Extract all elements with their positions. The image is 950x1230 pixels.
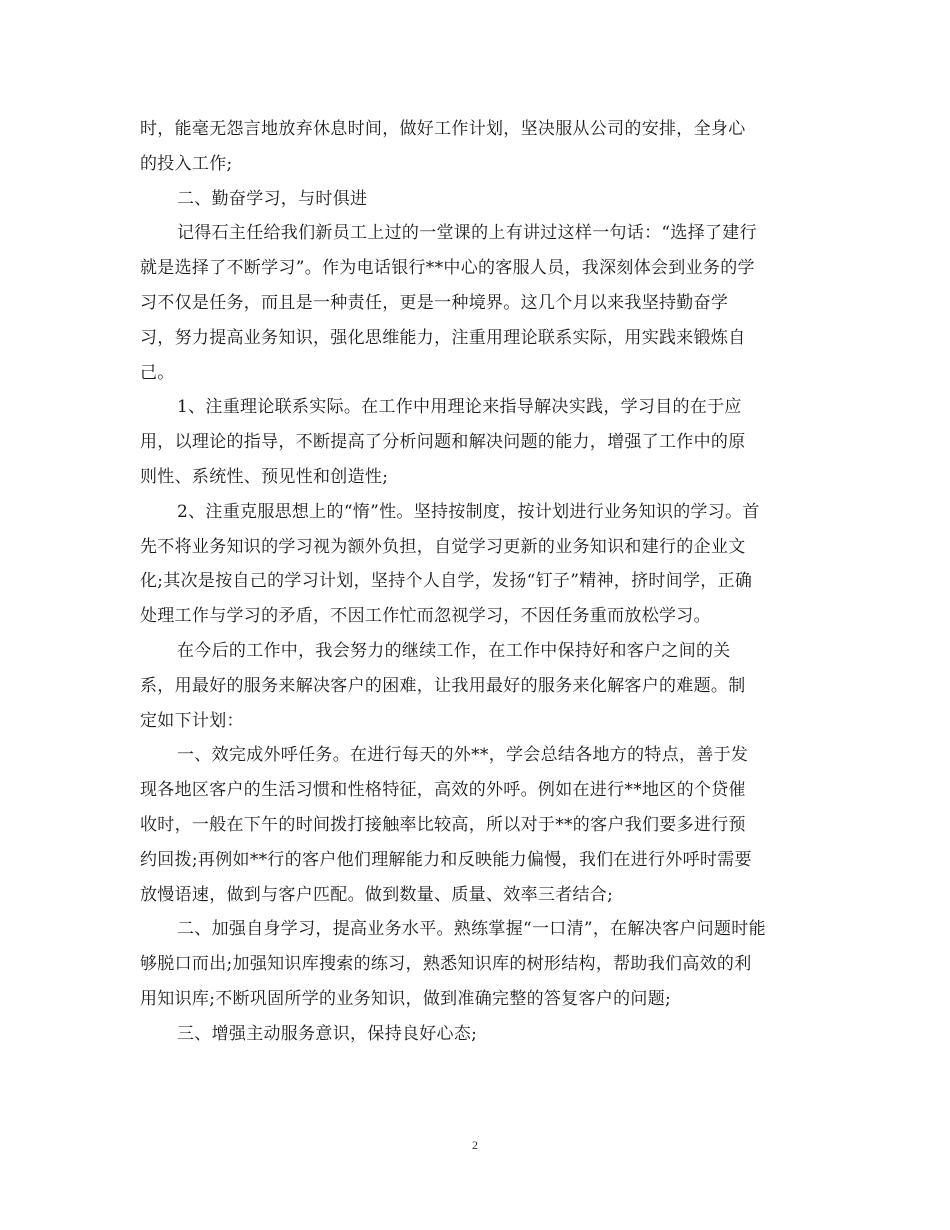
text-line: 的投入工作; <box>140 153 233 174</box>
text-line: 三、增强主动服务意识，保持良好心态; <box>177 1023 478 1044</box>
text-line: 时，能毫无怨言地放弃休息时间，做好工作计划，坚决服从公司的安排，全身心 <box>140 119 746 139</box>
text-line: 定如下计划： <box>140 710 244 731</box>
text-line: 处理工作与学习的矛盾，不因工作忙而忽视学习，不因任务重而放松学习。 <box>140 606 711 627</box>
text-line: 约回拨;再例如**行的客户他们理解能力和反映能力偏慢，我们在进行外呼时需要 <box>140 849 752 870</box>
text-line: 化;其次是按自己的学习计划，坚持个人自学，发扬“钉子”精神，挤时间学，正确 <box>140 571 753 592</box>
text-line: 则性、系统性、预见性和创造性; <box>140 466 389 487</box>
text-line: 1、注重理论联系实际。在工作中用理论来指导解决实践，学习目的在于应 <box>177 397 742 418</box>
text-line: 2、注重克服思想上的“惰”性。坚持按制度，按计划进行业务知识的学习。首 <box>177 501 760 522</box>
text-line: 二、加强自身学习，提高业务水平。熟练掌握“一口清”，在解决客户问题时能 <box>177 919 766 940</box>
text-line: 就是选择了不断学习”。作为电话银行**中心的客服人员，我深刻体会到业务的学 <box>140 258 755 279</box>
text-line: 放慢语速，做到与客户匹配。做到数量、质量、效率三者结合; <box>140 884 614 905</box>
text-line: 够脱口而出;加强知识库搜索的练习，熟悉知识库的树形结构，帮助我们高效的利 <box>140 954 752 975</box>
text-line: 习不仅是任务，而且是一种责任，更是一种境界。这几个月以来我坚持勤奋学 <box>140 292 729 313</box>
text-line: 一、效完成外呼任务。在进行每天的外**，学会总结各地方的特点，善于发 <box>177 745 749 766</box>
text-line: 收时，一般在下午的时间拨打接触率比较高，所以对于**的客户我们要多进行预 <box>140 814 746 835</box>
text-line: 己。 <box>140 362 175 383</box>
text-line: 先不将业务知识的学习视为额外负担，自觉学习更新的业务知识和建行的企业文 <box>140 536 746 557</box>
document-body <box>140 112 800 1052</box>
text-line: 用，以理论的指导，不断提高了分析问题和解决问题的能力，增强了工作中的原 <box>140 432 746 453</box>
text-line: 系，用最好的服务来解决客户的困难，让我用最好的服务来化解客户的难题。制 <box>140 675 746 696</box>
text-line: 在今后的工作中，我会努力的继续工作，在工作中保持好和客户之间的关 <box>177 640 731 661</box>
text-line: 习，努力提高业务知识，强化思维能力，注重用理论联系实际，用实践来锻炼自 <box>140 327 746 348</box>
text-line: 用知识库;不断巩固所学的业务知识，做到准确完整的答复客户的问题; <box>140 988 672 1009</box>
section-heading: 二、勤奋学习，与时俱进 <box>177 188 368 209</box>
text-line: 现各地区客户的生活习惯和性格特征，高效的外呼。例如在进行**地区的个贷催 <box>140 780 746 801</box>
text-line: 记得石主任给我们新员工上过的一堂课的上有讲过这样一句话：“选择了建行 <box>177 223 757 244</box>
page-number: 2 <box>472 1138 478 1152</box>
